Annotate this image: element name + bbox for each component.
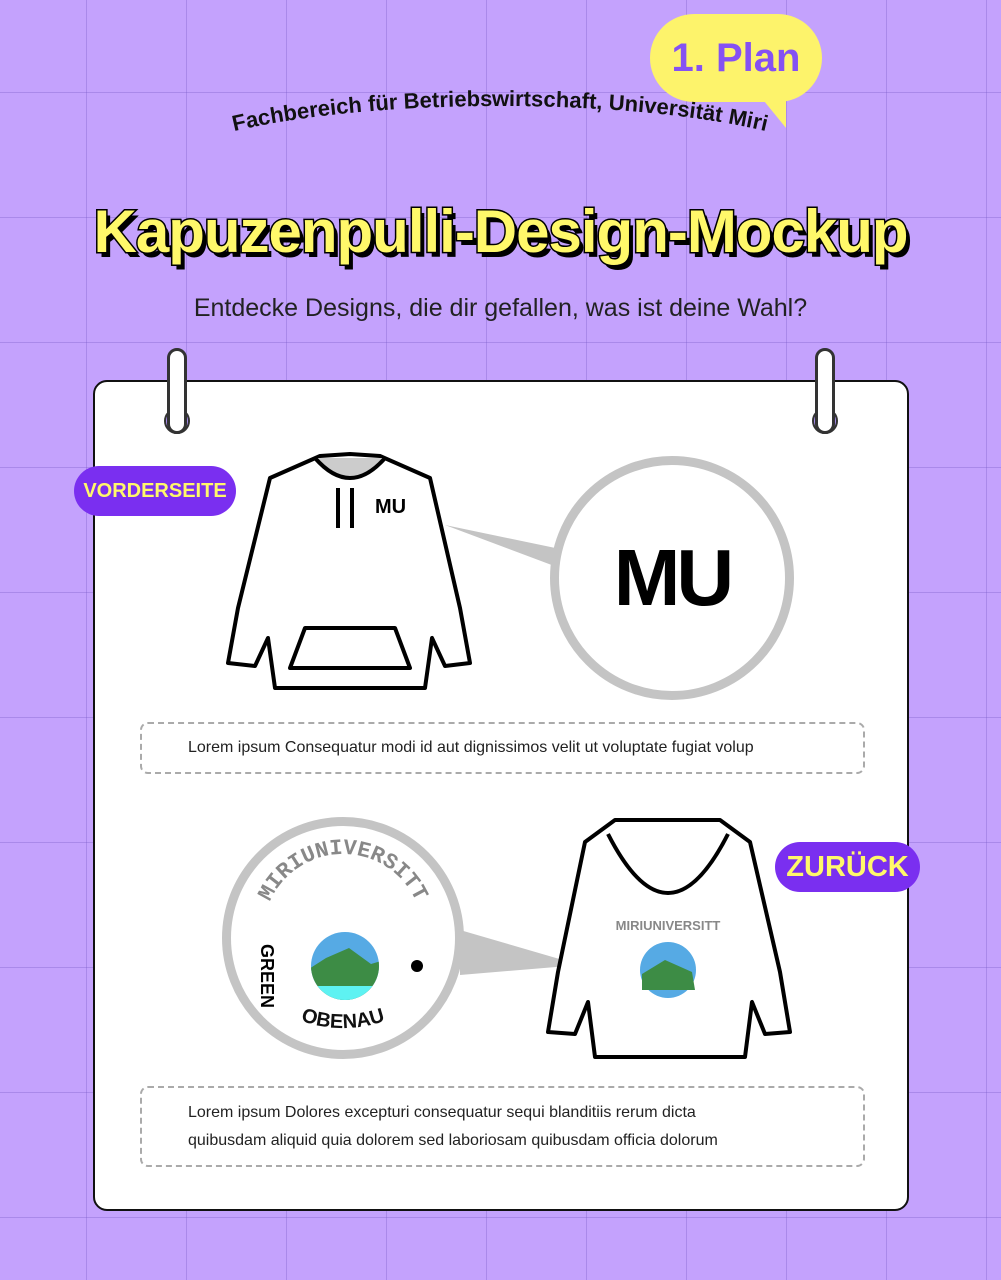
hoodie-front-logo: MU (375, 496, 407, 518)
back-description (140, 1086, 865, 1167)
hoodie-back-image (540, 812, 796, 1060)
front-label: VORDERSEITE (74, 466, 236, 516)
back-logo-small: MIRIUNIVERSITT (615, 918, 721, 933)
back-description-line: Lorem ipsum Dolores excepturi consequatur sequi blanditiis rerum dicta (188, 1104, 696, 1121)
svg-text:Fachbereich für Betriebswirtsc (230, 86, 771, 136)
plan-badge: 1. Plan (650, 14, 822, 102)
page-subtitle: Entdecke Designs, die dir gefallen, was ist deine Wahl? (193, 294, 808, 322)
logo-text-side: GREEN (257, 944, 277, 1009)
front-logo-zoomed: MU (613, 533, 731, 622)
binder-ring (167, 348, 187, 434)
back-logo-magnifier (222, 817, 464, 1059)
front-logo-magnifier (550, 456, 794, 700)
back-description-line: quibusdam aliquid quia dolorem sed laboriosam quibusdam officia dolorum (188, 1132, 718, 1149)
logo-text-top: MIRIUNIVERSITT (253, 835, 433, 906)
svg-text:MIRIUNIVERSITT (254, 836, 433, 905)
curved-subtitle (0, 0, 1001, 200)
back-logo-zoomed (231, 826, 455, 1050)
logo-text-bottom: OBENAU (299, 1004, 387, 1034)
svg-text:OBENAU (299, 1004, 387, 1033)
binder-ring (815, 348, 835, 434)
front-description: Lorem ipsum Consequatur modi id aut dignissimos velit ut voluptate fugiat volup (140, 722, 865, 774)
page-title: Kapuzenpulli-Design-Mockup (93, 198, 908, 265)
back-label: ZURÜCK (775, 842, 920, 892)
arc-text: Fachbereich für Betriebswirtschaft, Universität Miri (229, 85, 771, 137)
